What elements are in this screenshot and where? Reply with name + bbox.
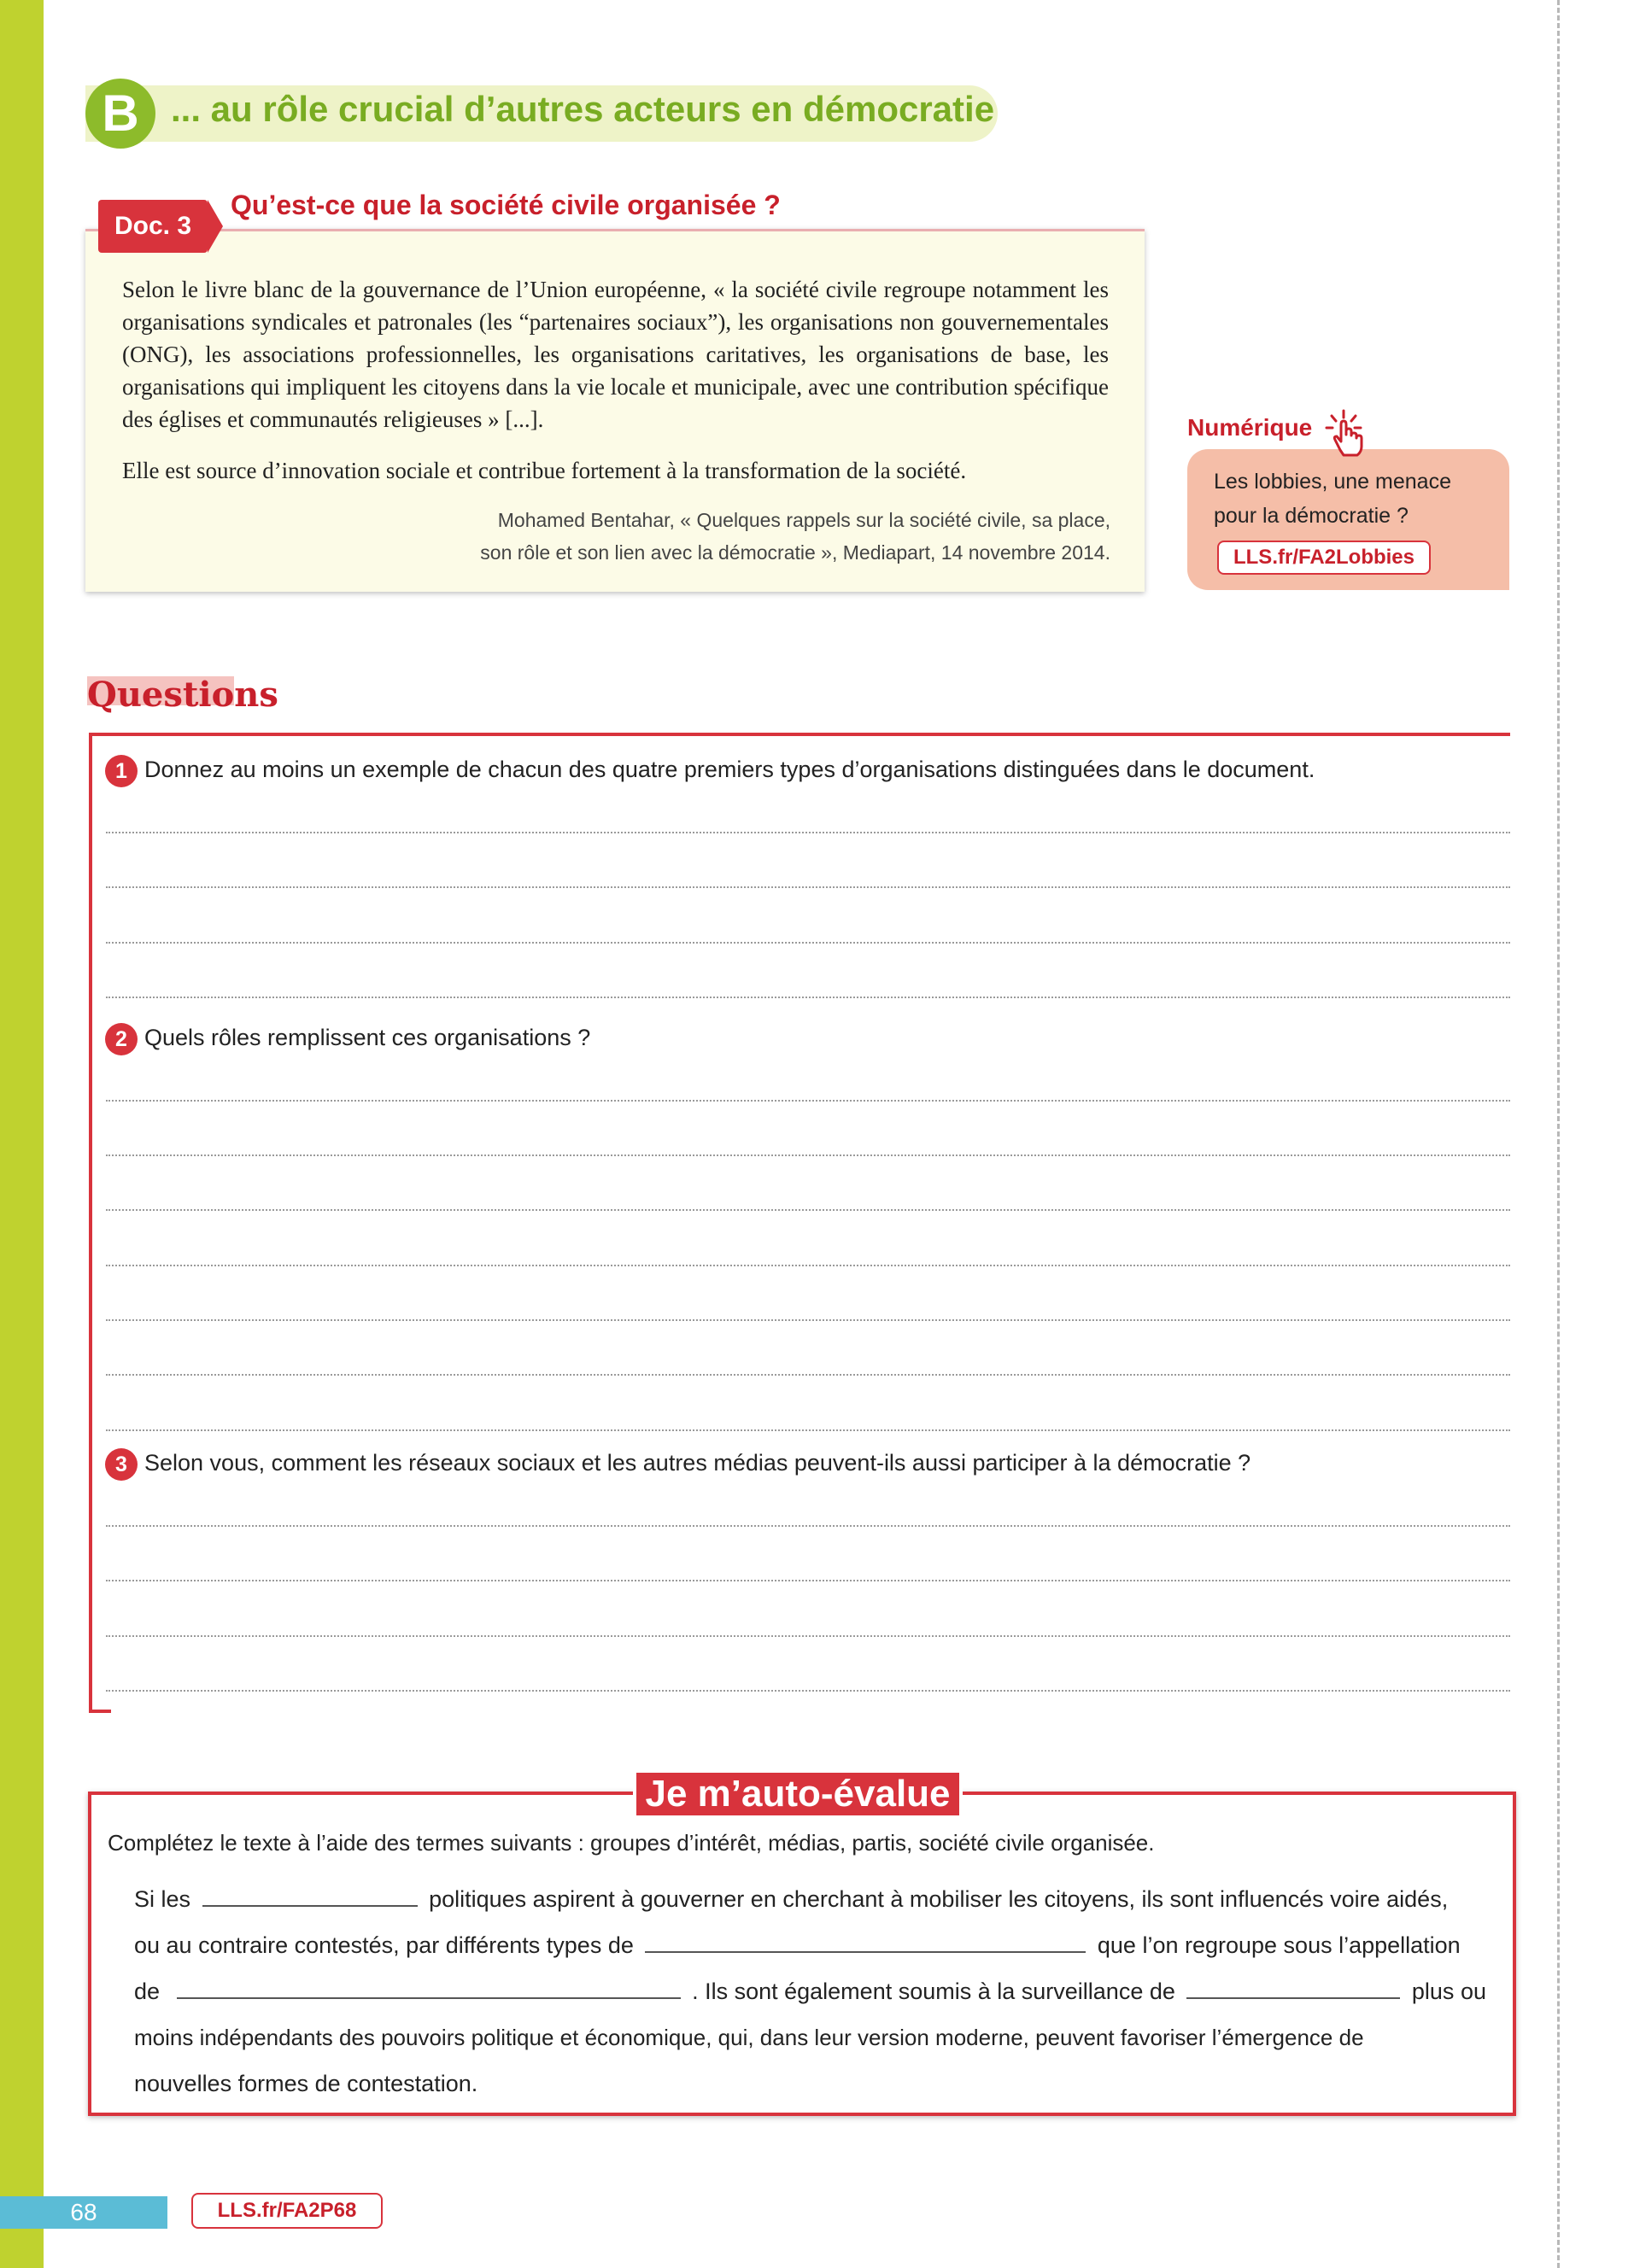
answer-line[interactable] <box>106 832 1510 833</box>
hand-pointer-icon <box>1320 407 1371 459</box>
answer-line[interactable] <box>106 1319 1510 1321</box>
doc-source-line-2: son rôle et son lien avec la démocratie », Mediapart, 14 novembre 2014. <box>480 541 1110 564</box>
doc-tag: Doc. 3 <box>98 200 208 253</box>
self-evaluation-title: Je m’auto-évalue <box>636 1773 959 1815</box>
questions-top-rule <box>89 733 1510 736</box>
answer-line[interactable] <box>106 1154 1510 1156</box>
section-title: ... au rôle crucial d’autres acteurs en démocratie <box>171 89 995 129</box>
questions-bottom-tick <box>89 1710 111 1713</box>
answer-line[interactable] <box>106 1635 1510 1637</box>
answer-line[interactable] <box>106 1690 1510 1692</box>
section-letter-badge: B <box>85 79 155 149</box>
fill-blank-2[interactable] <box>645 1936 1086 1953</box>
doc-paragraph-1: Selon le livre blanc de la gouvernance de l’Union européenne, « la société civile regroupe notamment les organisations syndicales et patronales (les “partenaires sociaux”), les organisations non gouvernementales (ONG), les associations professionnelles, les organisations caritatives, les organisations de base, les organisations qui impliquent les citoyens dans la vie locale et municipale, avec une contribution spécifique des églises et communautés religieuses » [...]. <box>122 277 1109 432</box>
numerique-link[interactable]: LLS.fr/FA2Lobbies <box>1217 541 1431 575</box>
numerique-text <box>1214 465 1496 533</box>
fill-text: de <box>134 1979 161 2004</box>
fill-text: plus ou <box>1411 1979 1486 2004</box>
fill-blank-3[interactable] <box>177 1982 681 1999</box>
fill-line-4: moins indépendants des pouvoirs politique et économique, qui, dans leur version moderne, peuvent favoriser l’émergence de <box>134 2025 1364 2050</box>
question-number-badge: 2 <box>105 1023 138 1055</box>
questions-heading: Questions <box>87 675 278 715</box>
answer-line[interactable] <box>106 1100 1510 1102</box>
answer-line[interactable] <box>106 1525 1510 1527</box>
footer-link[interactable]: LLS.fr/FA2P68 <box>191 2193 383 2229</box>
doc-tag-arrow <box>208 200 223 253</box>
page-number: 68 <box>70 2199 97 2225</box>
numerique-text-line-1: Les lobbies, une menace <box>1214 470 1451 494</box>
fill-line-5: nouvelles formes de contestation. <box>134 2071 478 2096</box>
answer-line[interactable] <box>106 886 1510 888</box>
fill-text: ou au contraire contestés, par différents types de <box>134 1932 634 1958</box>
question-number-badge: 3 <box>105 1448 138 1481</box>
answer-line[interactable] <box>106 997 1510 998</box>
fill-text: . Ils sont également soumis à la surveillance de <box>692 1979 1175 2004</box>
fill-line-1 <box>134 1886 1487 1913</box>
doc-source <box>427 504 1110 569</box>
numerique-title: Numérique <box>1187 414 1313 441</box>
fill-line-2 <box>134 1932 1487 1959</box>
fill-text: que l’on regroupe sous l’appellation <box>1097 1932 1461 1958</box>
question-number-badge: 1 <box>105 755 138 787</box>
question-3-text: Selon vous, comment les réseaux sociaux et les autres médias peuvent-ils aussi participer à la démocratie ? <box>144 1450 1251 1476</box>
questions-left-rule <box>89 733 92 1713</box>
doc-source-line-1: Mohamed Bentahar, « Quelques rappels sur la société civile, sa place, <box>497 509 1110 531</box>
doc-paragraph-2: Elle est source d’innovation sociale et contribue fortement à la transformation de la société. <box>122 458 967 483</box>
answer-line[interactable] <box>106 1580 1510 1581</box>
answer-line[interactable] <box>106 1374 1510 1376</box>
left-color-bar <box>0 0 44 2268</box>
page-edge-dashed-line <box>1557 0 1560 2268</box>
answer-line[interactable] <box>106 1209 1510 1211</box>
doc-title: Qu’est-ce que la société civile organisée ? <box>231 190 781 220</box>
fill-line-3 <box>134 1979 1487 2005</box>
answer-line[interactable] <box>106 1265 1510 1266</box>
answer-line[interactable] <box>106 1429 1510 1431</box>
self-evaluation-instruction: Complétez le texte à l’aide des termes suivants : groupes d’intérêt, médias, partis, société civile organisée. <box>108 1830 1155 1856</box>
question-1-text: Donnez au moins un exemple de chacun des quatre premiers types d’organisations distinguées dans le document. <box>144 757 1315 782</box>
fill-blank-1[interactable] <box>202 1890 418 1907</box>
fill-text: Si les <box>134 1886 191 1912</box>
fill-text: politiques aspirent à gouverner en cherchant à mobiliser les citoyens, ils sont influencés voire aidés, <box>429 1886 1449 1912</box>
question-2-text: Quels rôles remplissent ces organisations ? <box>144 1025 591 1050</box>
numerique-text-line-2: pour la démocratie ? <box>1214 504 1409 528</box>
answer-line[interactable] <box>106 942 1510 944</box>
fill-blank-4[interactable] <box>1186 1982 1400 1999</box>
